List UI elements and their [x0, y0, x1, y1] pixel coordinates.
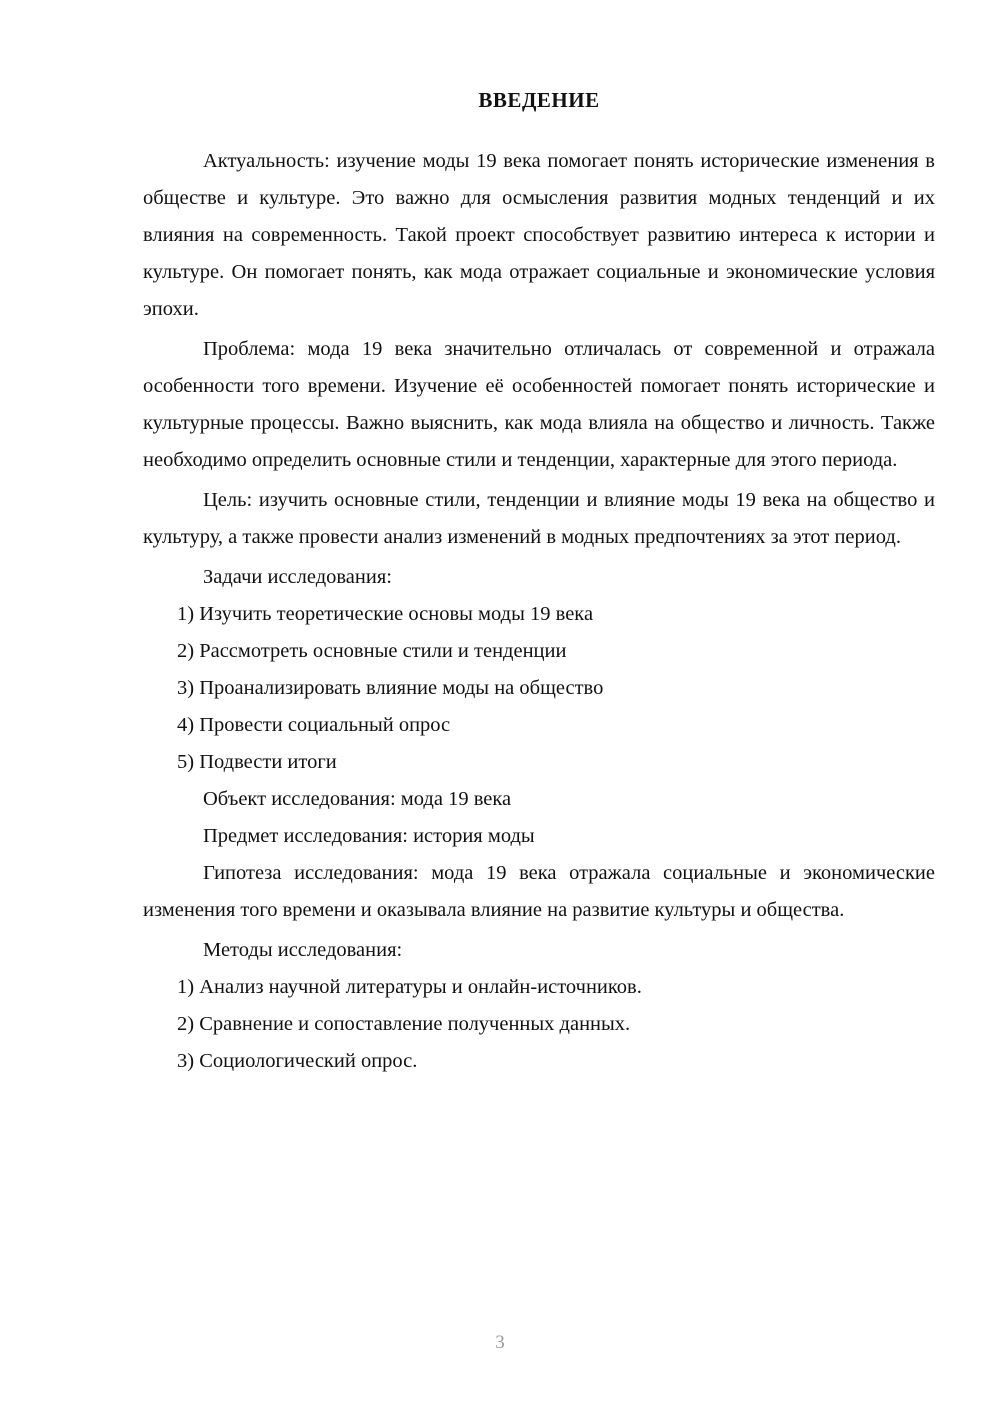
methods-list: [143, 969, 935, 1080]
paragraph-problem: Проблема: мода 19 века значительно отличалась от современной и отражала особенности того времени. Изучение её особенностей помогает понять исторические и культурные процессы. Важно выяснить, как мода влияла на общество и личность. Также необходимо определить основные стили и тенденции, характерные для этого периода.: [143, 338, 935, 472]
list-item: 2) Сравнение и сопоставление полученных данных.: [177, 1013, 631, 1036]
list-item: 2) Рассмотреть основные стили и тенденции: [177, 640, 567, 663]
paragraph-hypothesis: Гипотеза исследования: мода 19 века отражала социальные и экономические изменения того времени и оказывала влияние на развитие культуры и общества.: [143, 862, 935, 922]
list-item: 1) Изучить теоретические основы моды 19 века: [177, 603, 594, 626]
page-title: ВВЕДЕНИЕ: [478, 88, 600, 112]
page-number: 3: [495, 1332, 505, 1353]
heading-methods: Методы исследования:: [203, 939, 403, 962]
list-item: 3) Проанализировать влияние моды на общество: [177, 677, 604, 700]
paragraph-goal: Цель: изучить основные стили, тенденции и влияние моды 19 века на общество и культуру, а также провести анализ изменений в модных предпочтениях за этот период.: [143, 489, 935, 549]
paragraph-subject: Предмет исследования: история моды: [203, 825, 535, 848]
paragraph-relevance: Актуальность: изучение моды 19 века помогает понять исторические изменения в обществе и культуре. Это важно для осмысления развития модных тенденций и их влияния на современность. Такой проект способствует развитию интереса к истории и культуре. Он помогает понять, как мода отражает социальные и экономические условия эпохи.: [143, 150, 935, 321]
heading-tasks: Задачи исследования:: [203, 566, 392, 589]
tasks-list: [143, 596, 935, 781]
list-item: 1) Анализ научной литературы и онлайн-источников.: [177, 976, 642, 999]
paragraph-object: Объект исследования: мода 19 века: [203, 788, 512, 811]
list-item: 3) Социологический опрос.: [177, 1050, 418, 1073]
list-item: 4) Провести социальный опрос: [177, 714, 451, 737]
list-item: 5) Подвести итоги: [177, 751, 337, 774]
document-body: [143, 88, 935, 1080]
